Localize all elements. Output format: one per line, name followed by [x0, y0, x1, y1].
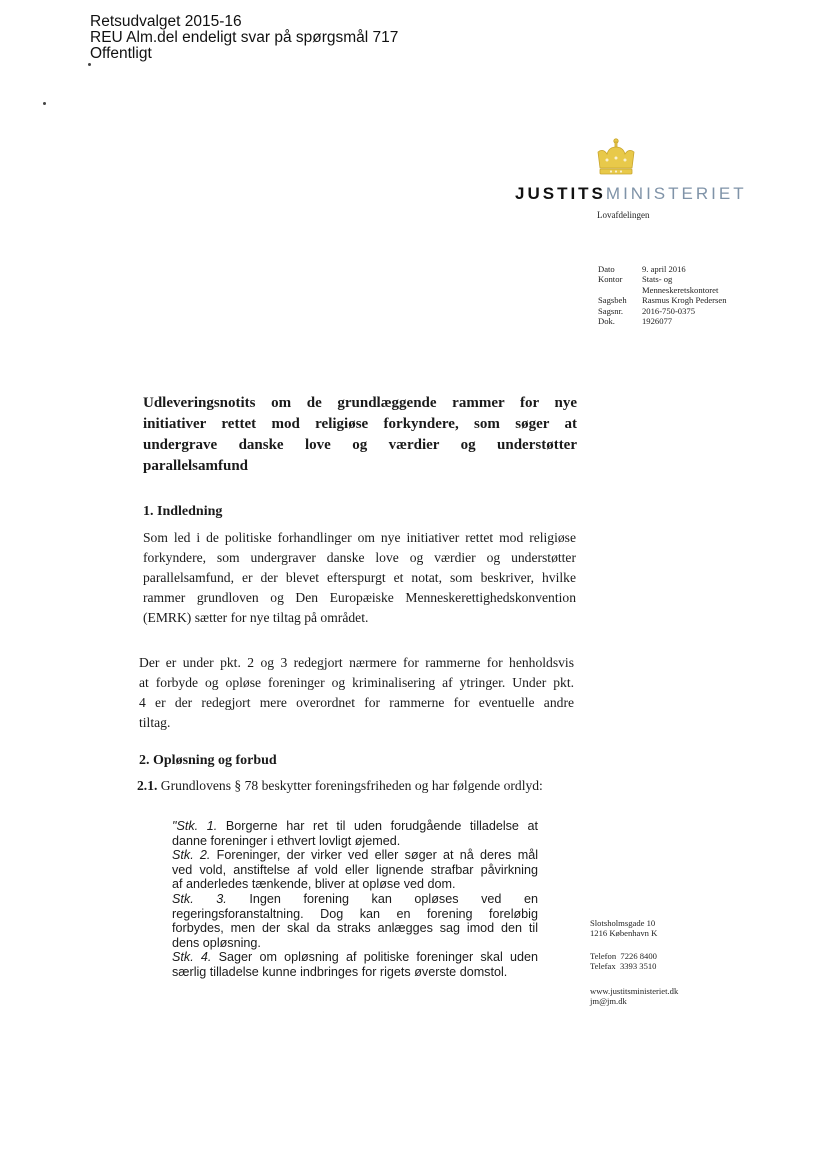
meta-key [598, 285, 642, 295]
meta-key: Dok. [598, 316, 615, 327]
paragraph-line: tiltag. [139, 715, 171, 730]
meta-row-office [598, 274, 727, 284]
quote-line: af anderledes tænkende, bliver at opløse ved dom. [172, 877, 456, 892]
phone-number: 7226 8400 [620, 951, 657, 961]
quote-line: ved vold, anstiftelse af vold eller lignende strafbar påvirkning [172, 862, 538, 877]
meta-value: 2016-750-0375 [642, 305, 695, 316]
stamp-status: Offentligt [90, 45, 152, 62]
paragraph-line: parallelsamfund, er der blevet efterspurgt et notat, som beskriver, hvilke [143, 570, 576, 585]
scope-paragraph [139, 653, 574, 733]
ministry-phone-fax [590, 951, 657, 972]
quote-line: forbydes, men der skal da straks anlægges sag imod den til [172, 921, 538, 936]
department-name: Lovafdelingen [597, 210, 650, 220]
wordmark-light: MINISTERIET [605, 184, 747, 203]
meta-value: 1926077 [642, 316, 673, 327]
quote-line: Stk. 2. Foreninger, der virker ved eller søger at nå deres mål [172, 848, 539, 863]
ministry-wordmark [515, 184, 747, 204]
fax-row [590, 961, 657, 971]
paragraph-line: Der er under pkt. 2 og 3 redegjort nærmere for rammerne for henholdsvis [139, 655, 574, 670]
fax-label: Telefax [590, 961, 616, 972]
meta-row-office-cont [598, 285, 727, 295]
meta-value: 9. april 2016 [642, 264, 686, 274]
meta-row-date [598, 264, 727, 274]
scan-speck [43, 102, 46, 105]
meta-row-handler [598, 295, 727, 305]
meta-key: Kontor [598, 274, 623, 285]
quote-line: regeringsforanstaltning. Dog kan en forening foreløbig [172, 906, 538, 921]
email-link[interactable]: jm@jm.dk [590, 996, 627, 1007]
meta-key: Dato [598, 264, 615, 274]
address-city: 1216 København K [590, 928, 658, 939]
ministry-online [590, 986, 678, 1007]
paragraph-line: forkyndere, som undergraver danske love og værdier og understøtter [143, 550, 576, 565]
title-line: undergrave danske love og værdier og understøtter [143, 437, 577, 453]
title-line: Udleveringsnotits om de grundlæggende rammer for nye [143, 395, 577, 411]
meta-key: Sagsbeh [598, 295, 627, 306]
paragraph-line: (EMRK) sætter for nye tiltag på området. [143, 610, 369, 625]
paragraph-line: Som led i de politiske forhandlinger om nye initiativer rettet mod religiøse [143, 530, 576, 545]
fax-number: 3393 3510 [619, 961, 657, 972]
constitution-quote [172, 819, 538, 980]
stamp-committee: Retsudvalget 2015-16 [90, 13, 242, 30]
meta-row-case-number [598, 306, 727, 316]
meta-key: Sagsnr. [598, 305, 624, 316]
crown-icon [595, 138, 637, 178]
meta-value: Menneskeretskontoret [642, 284, 719, 295]
stamp-reference: REU Alm.del endeligt svar på spørgsmål 717 [90, 29, 399, 46]
address-street: Slotsholmsgade 10 [590, 918, 656, 928]
section-heading-dissolution: 2. Opløsning og forbud [139, 753, 277, 768]
quote-line: danne foreninger i ethvert lovligt øjemed. [172, 833, 401, 848]
wordmark-bold: JUSTITS [515, 184, 606, 203]
title-line: parallelsamfund [143, 458, 249, 474]
meta-value: Stats- og [642, 274, 673, 285]
case-metadata [598, 264, 727, 326]
meta-row-document [598, 316, 727, 326]
quote-line: særlig tilladelse kunne indbringes for rigets øverste domstol. [172, 964, 508, 979]
phone-label: Telefon [590, 951, 617, 961]
meta-value: Rasmus Krogh Pedersen [642, 295, 727, 306]
phone-row [590, 951, 657, 961]
stk-label: Stk. 3. [172, 891, 227, 906]
subsection-number: 2.1. [137, 778, 158, 793]
stk-label: Stk. 2. [172, 848, 211, 863]
title-line: initiativer rettet mod religiøse forkyndere, som søger at [143, 416, 577, 432]
stk-label: "Stk. 1. [172, 819, 218, 833]
paragraph-line: rammer grundloven og Den Europæiske Menneskerettighedskonvention [143, 590, 576, 605]
document-title [143, 393, 577, 477]
stk-label: Stk. 4. [172, 950, 212, 965]
paragraph-line: 4 er der redegjort mere overordnet for rammerne for eventuelle andre [139, 695, 574, 710]
website-link[interactable]: www.justitsministeriet.dk [590, 986, 679, 996]
ministry-address [590, 918, 657, 939]
section-heading-introduction: 1. Indledning [143, 504, 223, 519]
paragraph-line: at forbyde og opløse foreninger og kriminalisering af ytringer. Under pkt. [139, 675, 574, 690]
archive-stamp [90, 14, 398, 62]
quote-line: Stk. 3. Ingen forening kan opløses ved en [172, 891, 538, 906]
subsection-text: Grundlovens § 78 beskytter foreningsfriheden og har følgende ordlyd: [160, 778, 543, 793]
quote-line: Stk. 4. Sager om opløsning af politiske foreninger skal uden [172, 950, 538, 965]
quote-line: "Stk. 1. Borgerne har ret til uden forudgående tilladelse at [172, 819, 539, 833]
quote-line: dens opløsning. [172, 935, 261, 950]
intro-paragraph [143, 528, 576, 628]
scan-speck [88, 63, 91, 66]
subsection-2-1 [137, 776, 543, 796]
